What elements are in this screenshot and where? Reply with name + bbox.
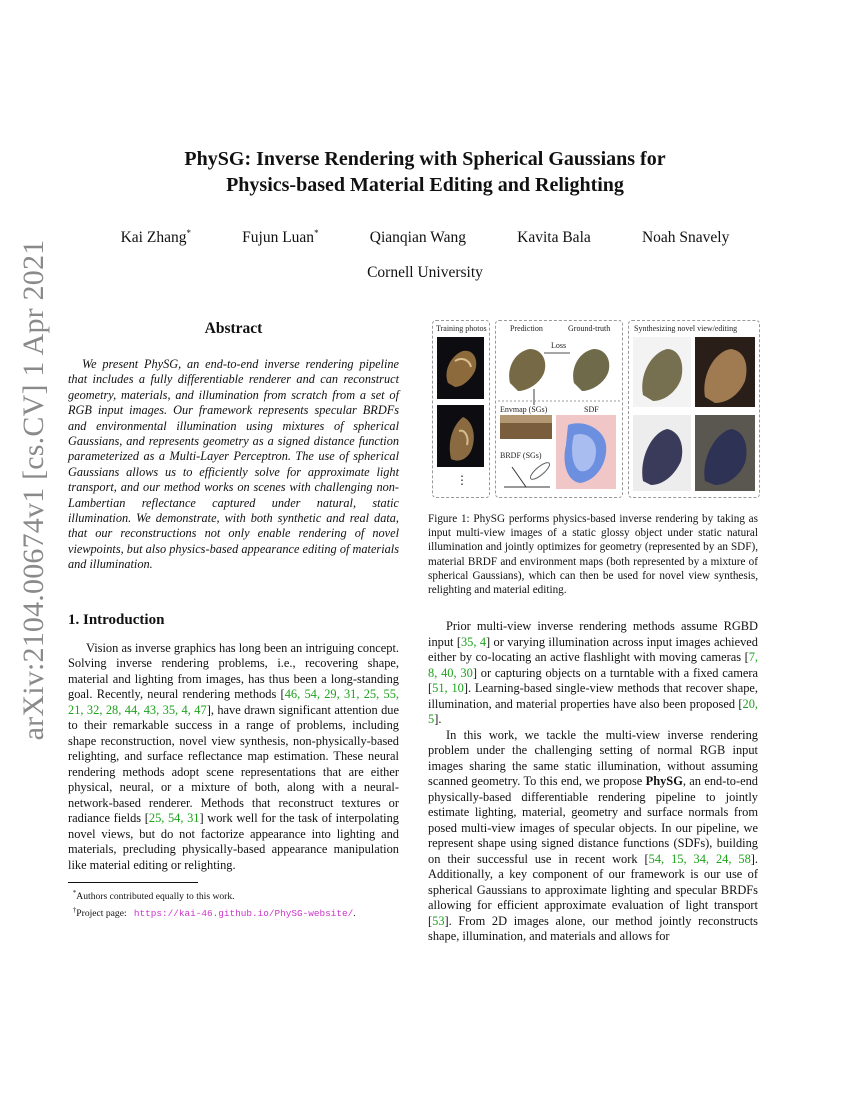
citation-link[interactable]: 46, 54, 29, 31, 25, 55, 21, 32, 28, 44, 43, 35, 4, 47 <box>68 687 399 717</box>
author: Fujun Luan* <box>242 228 319 247</box>
right-column <box>428 320 758 945</box>
author: Kai Zhang* <box>120 228 191 247</box>
author: Qianqian Wang <box>369 229 466 247</box>
left-column <box>68 320 399 921</box>
optimization-graphics <box>496 321 622 497</box>
training-photos-label: Training photos <box>436 324 487 333</box>
footnote-2: †Project page: https://kai-46.github.io/PhySG-website/. <box>72 905 356 920</box>
training-photos-panel <box>432 320 490 498</box>
footnote-1: *Authors contributed equally to this work. <box>72 889 235 903</box>
teaser-figure <box>432 320 760 500</box>
arxiv-stamp: arXiv:2104.00674v1 [cs.CV] 1 Apr 2021 <box>17 239 50 741</box>
author: Kavita Bala <box>517 229 591 247</box>
brdf-label: BRDF (SGs) <box>500 451 542 460</box>
synthesis-images <box>629 321 759 497</box>
footnote-rule <box>68 882 198 883</box>
ground-truth-label: Ground-truth <box>568 324 611 333</box>
abstract-heading: Abstract <box>204 320 263 337</box>
citation-link[interactable]: 25, 54, 31 <box>148 811 200 826</box>
citation-link[interactable]: 35, 4 <box>460 634 487 649</box>
optimization-panel <box>495 320 623 498</box>
intro-paragraph-2: Prior multi-view inverse rendering methods assume RGBD input [35, 4] or varying illumination across input images achieved either by co-locating an active flashlight with moving cameras [7, 8, 40, 30] or capturing objects on a turntable with a fixed camera [51, 10]. Learning-based single-view methods that recover shape, illumination, and material properties have also been proposed [20, 5]. <box>428 619 758 727</box>
citation-link[interactable]: 51, 10 <box>432 681 464 696</box>
ground-truth-render <box>573 349 609 391</box>
citation-link[interactable]: 20, 5 <box>428 696 758 727</box>
sdf-label: SDF <box>584 405 599 414</box>
title-line-2: Physics-based Material Editing and Relighting <box>226 174 624 196</box>
loss-label: Loss <box>551 341 567 350</box>
section-heading-introduction: 1. Introduction <box>68 611 165 628</box>
citation-link[interactable]: 7, 8, 40, 30 <box>428 650 758 680</box>
project-url-link[interactable]: https://kai-46.github.io/PhySG-website/ <box>133 908 354 920</box>
abstract-body: We present PhySG, an end-to-end inverse rendering pipeline that includes a fully differentiable renderer and can reconstruct geometry, materials, and illumination from scratch from a set of RGB input images. Our framework represents specular BRDFs and environmental illumination using mixtures of spherical Gaussians, and represents geometry as a signed distance function parameterized as a Multi-Layer Perceptron. The use of spherical Gaussians allows us to efficiently solve for approximate light transport, and our method works on scenes with challenging non-Lambertian reflectance captured under natural, static illumination. We demonstrate, with both synthetic and real data, that our reconstructions not only enable rendering of novel viewpoints, but also physics-based appearance editing of materials and illumination. <box>68 357 399 572</box>
paper-title <box>90 146 760 198</box>
author: Noah Snavely <box>641 229 730 247</box>
citation-link[interactable]: 53 <box>432 913 445 928</box>
training-photos-images <box>433 321 489 497</box>
affiliation: Cornell University <box>367 264 483 281</box>
figure-caption: Figure 1: PhySG performs physics-based inverse rendering by taking as input multi-view images of a static glossy object under static natural illumination and jointly optimizes for geometry (represented by an SDF), material BRDF and environment maps (both represented by a mixture of spherical Gaussians), which can then be used for novel view synthesis, relighting and material editing. <box>428 513 758 597</box>
synthesis-panel <box>628 320 760 498</box>
prediction-label: Prediction <box>510 324 543 333</box>
more-photos-ellipsis: ⋮ <box>456 473 468 487</box>
title-line-1: PhySG: Inverse Rendering with Spherical Gaussians for <box>184 148 666 170</box>
prediction-render <box>509 349 545 391</box>
citation-link[interactable]: 54, 15, 34, 24, 58 <box>648 851 751 866</box>
synthesis-label: Synthesizing novel view/editing <box>634 324 738 333</box>
intro-paragraph-3: In this work, we tackle the multi-view inverse rendering problem under the challenging setting of normal RGB input images sharing the same static illumination, without assuming scanned geometry. To this end, we propose PhySG, an end-to-end physically-based differentiable rendering pipeline to jointly estimate lighting, material, geometry and surface normals from posed multi-view images of specular objects. In our pipeline, we represent shape using signed distance functions (SDFs), building on their successful use in recent work [54, 15, 34, 24, 58]. Additionally, a key component of our framework is our use of spherical Gaussians to approximate lighting and specular BRDFs allowing for efficient approximate evaluation of light transport [53]. From 2D images alone, our method jointly reconstructs shape, illumination, and materials and allows for <box>428 727 758 944</box>
author-list <box>95 228 755 247</box>
envmap-label: Envmap (SGs) <box>500 405 548 414</box>
intro-paragraph-1: Vision as inverse graphics has long been an intriguing concept. Solving inverse rendering problems, i.e., recovering shape, material and lighting from images, has thus been a long-standing goal. Recently, neural rendering methods [46, 54, 29, 31, 25, 55, 21, 32, 28, 44, 43, 35, 4, 47], have drawn significant attention due to their remarkable success in a range of problems, including shape reconstruction, novel view synthesis, non-physically-based relighting, and surface reflectance map estimation. These neural rendering methods adopt scene representations that are either physical, neural, or a mixture of both, along with a neural-network-based renderer. Methods that reconstruct textures or radiance fields [25, 54, 31] work well for the task of interpolating novel views, but do not factorize appearance into lighting and materials, precluding physically-based appearance manipulation like material editing or relighting. <box>68 640 400 872</box>
